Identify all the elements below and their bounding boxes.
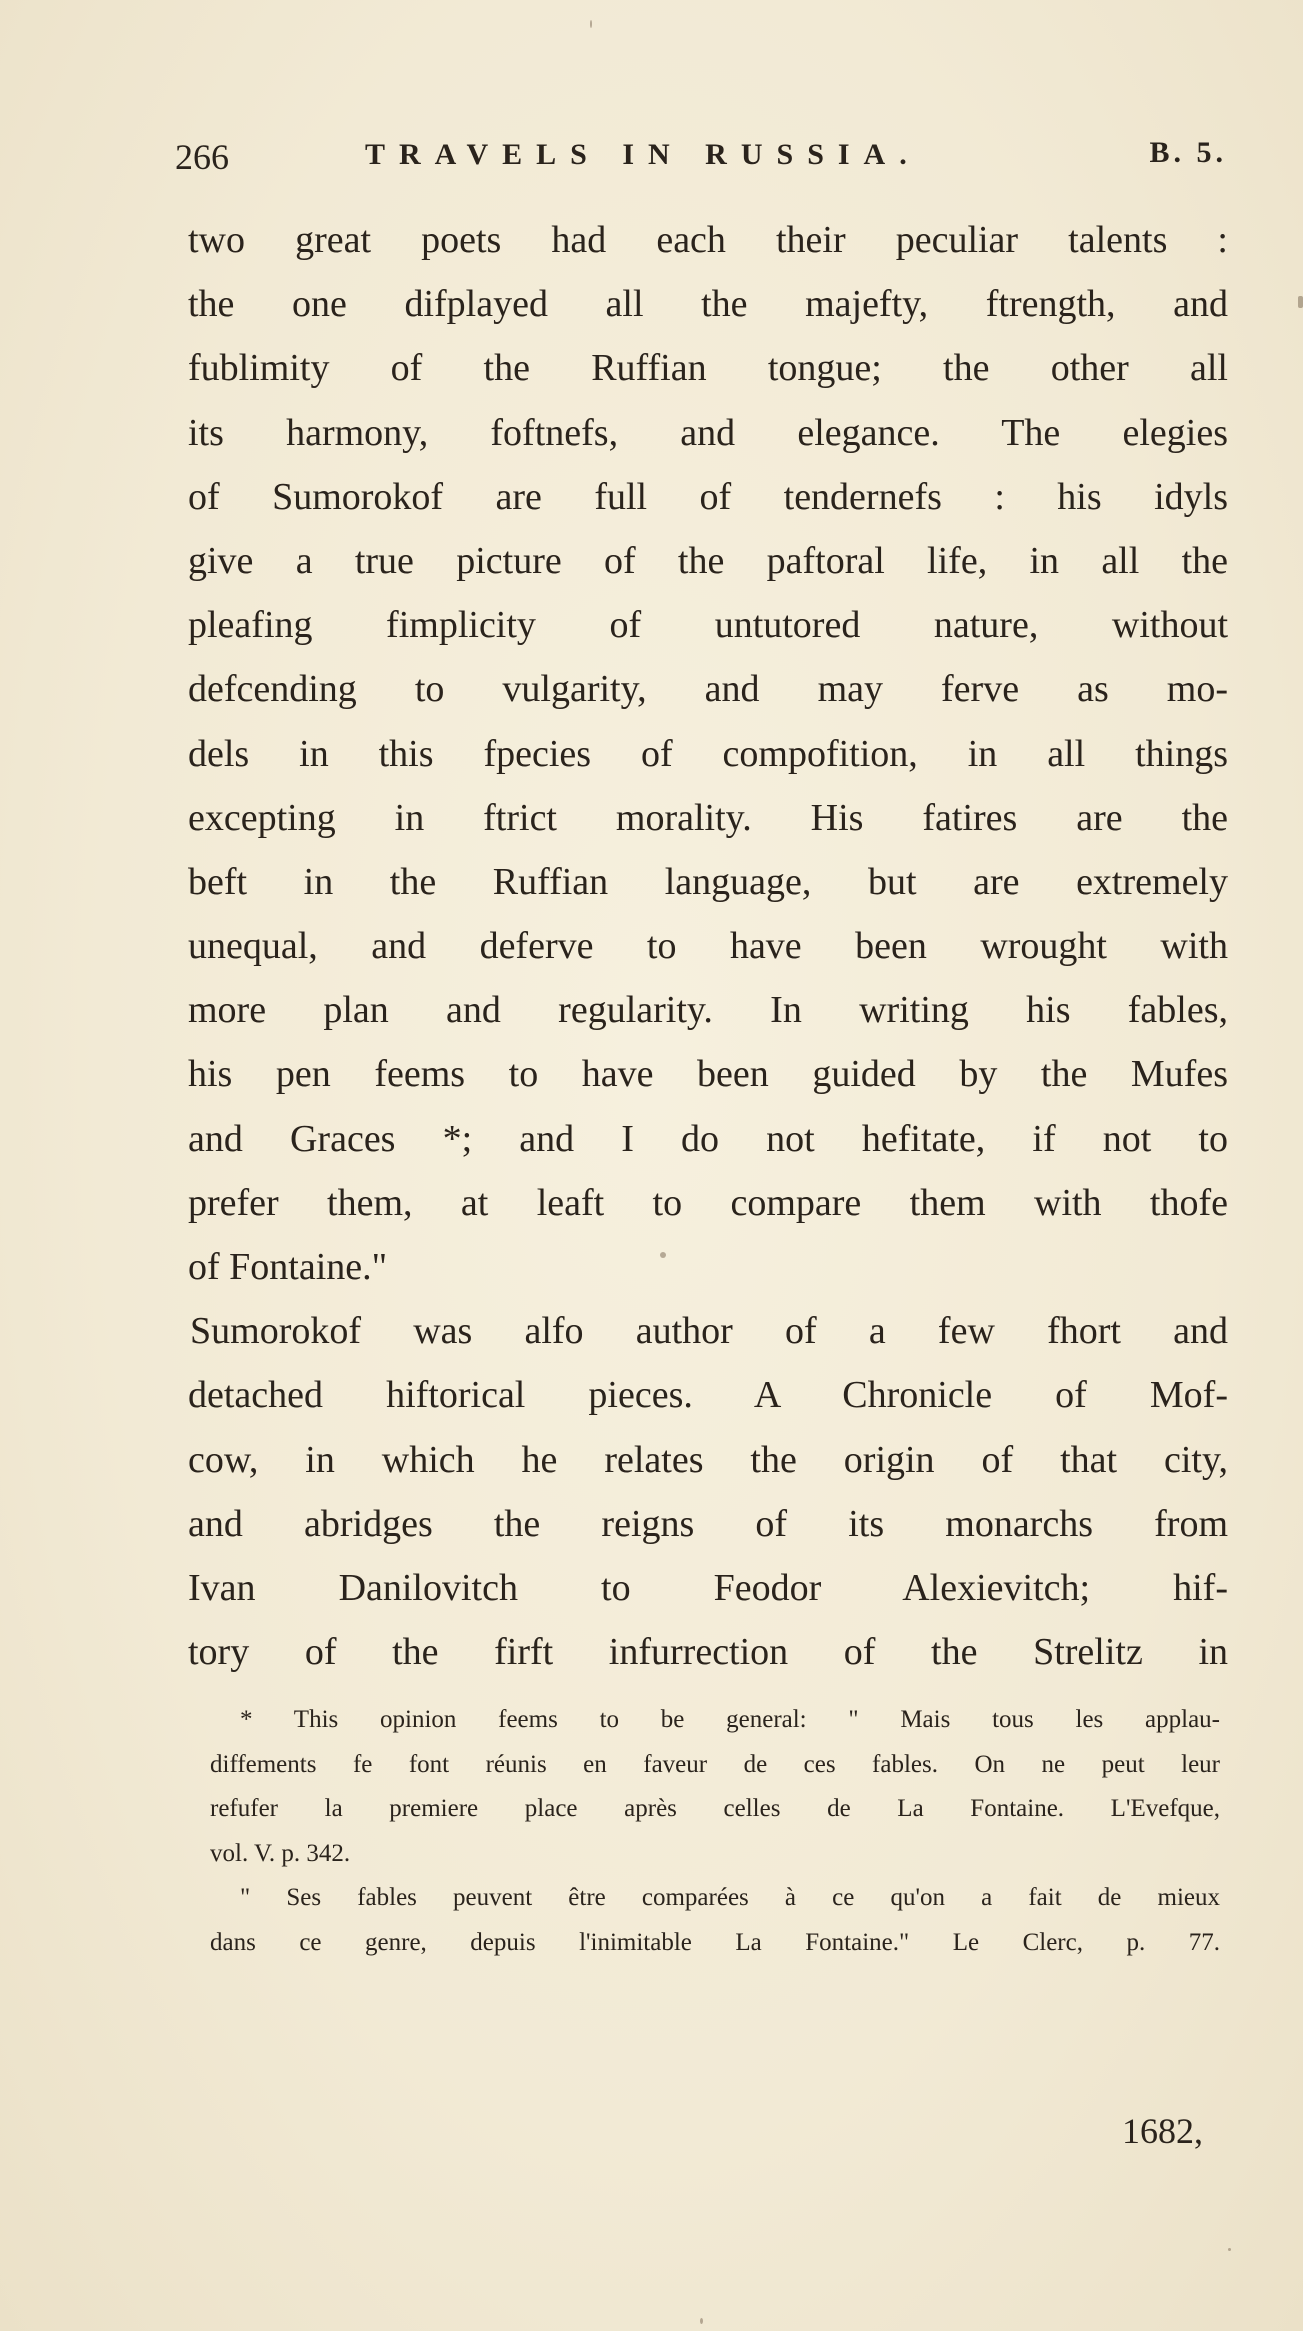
footnotes — [210, 1698, 1220, 1965]
catchword: 1682, — [1122, 2111, 1203, 2151]
footnote-line: diffements fe font réunis en faveur de ces fables. On ne peut leur — [210, 1750, 1220, 1778]
text-line: and abridges the reigns of its monarchs from — [188, 1502, 1228, 1545]
text-line: his pen feems to have been guided by the Mufes — [188, 1053, 1228, 1096]
text-line: dels in this fpecies of compofition, in all things — [188, 732, 1228, 775]
text-line: give a true picture of the paftoral life, in all the — [188, 539, 1228, 582]
footnote-line: dans ce genre, depuis l'inimitable La Fontaine." Le Clerc, p. 77. — [210, 1928, 1220, 1956]
footnote-line: " Ses fables peuvent être comparées à ce qu'on a fait de mieux — [240, 1884, 1220, 1911]
footnote-line: refufer la premiere place après celles de La Fontaine. L'Evefque, — [210, 1795, 1220, 1822]
text-line: prefer them, at leaft to compare them with thofe — [188, 1181, 1228, 1224]
text-line: of Fontaine." — [188, 1246, 388, 1288]
paper-speck — [700, 2318, 703, 2324]
text-line: Ivan Danilovitch to Feodor Alexievitch; hif- — [188, 1566, 1228, 1609]
text-line: its harmony, foftnefs, and elegance. The elegies — [188, 411, 1228, 454]
paper-speck — [1228, 2248, 1231, 2251]
text-line: more plan and regularity. In writing his fables, — [188, 989, 1228, 1032]
book-number: B. 5. — [1149, 136, 1227, 169]
text-line: excepting in ftrict morality. His fatires are the — [188, 796, 1228, 839]
text-line: the one difplayed all the majefty, ftrength, and — [188, 283, 1228, 326]
page-number: 266 — [175, 137, 229, 177]
paper-speck — [1298, 296, 1303, 308]
text-line: fublimity of the Ruffian tongue; the other all — [188, 347, 1228, 390]
text-line: cow, in which he relates the origin of that city, — [188, 1438, 1228, 1481]
text-line: of Sumorokof are full of tendernefs : his idyls — [188, 475, 1228, 518]
page-header — [175, 136, 1227, 180]
footnote-line: vol. V. p. 342. — [210, 1839, 351, 1867]
text-line: beft in the Ruffian language, but are extremely — [188, 860, 1228, 903]
footnote-line: * This opinion feems to be general: " Mais tous les applau- — [240, 1706, 1220, 1733]
main-text — [188, 208, 1228, 1684]
text-line: defcending to vulgarity, and may ferve as mo- — [188, 668, 1228, 711]
text-line: detached hiftorical pieces. A Chronicle of Mof- — [188, 1374, 1228, 1417]
paper-speck — [660, 1252, 666, 1258]
text-line: Sumorokof was alfo author of a few fhort and — [190, 1310, 1228, 1353]
text-line: tory of the firft infurrection of the Strelitz in — [188, 1631, 1228, 1674]
text-line: unequal, and deferve to have been wrought with — [188, 925, 1228, 968]
text-line: pleafing fimplicity of untutored nature, without — [188, 604, 1228, 647]
paper-speck — [590, 20, 592, 28]
text-line: two great poets had each their peculiar talents : — [188, 219, 1228, 261]
running-title: TRAVELS IN RUSSIA. — [365, 138, 921, 171]
text-line: and Graces *; and I do not hefitate, if not to — [188, 1117, 1228, 1160]
